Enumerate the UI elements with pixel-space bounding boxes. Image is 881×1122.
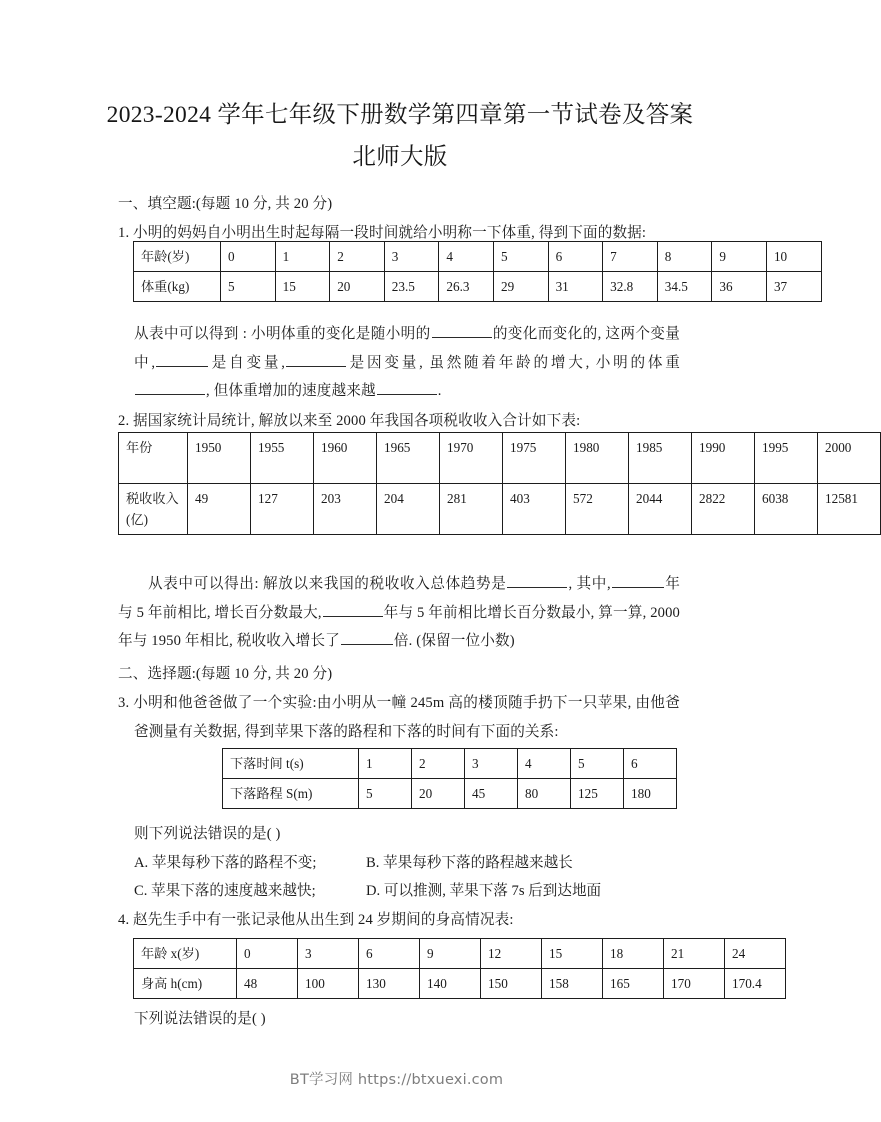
question-4-stem-block xyxy=(118,906,680,935)
option-c[interactable]: C. 苹果下落的速度越来越快; xyxy=(134,883,316,899)
cell-height-4: 150 xyxy=(481,969,542,999)
page-title: 2023-2024 学年七年级下册数学第四章第一节试卷及答案北师大版 xyxy=(106,102,694,170)
row-label-time: 下落时间 t(s) xyxy=(223,749,359,779)
cell-year-7: 1985 xyxy=(629,433,692,484)
q2-text-3: 年与 5 年前相比, 增长百分数最大, xyxy=(118,576,680,621)
cell-age-4: 4 xyxy=(439,242,494,272)
q2-blank-3[interactable] xyxy=(323,602,383,617)
question-2-stem: 2. 据国家统计局统计, 解放以来至 2000 年我国各项税收收入合计如下表: xyxy=(118,413,581,429)
cell-agex-8: 24 xyxy=(725,939,786,969)
cell-year-6: 1980 xyxy=(566,433,629,484)
cell-age-9: 9 xyxy=(712,242,767,272)
cell-weight-0: 5 xyxy=(221,272,276,302)
cell-weight-5: 29 xyxy=(493,272,548,302)
cell-agex-5: 15 xyxy=(542,939,603,969)
q1-text-4: 是因变量, 虽然随着年龄的增大, 小明的体重 xyxy=(347,354,680,371)
question-3-option-row-1 xyxy=(118,849,680,878)
cell-age-1: 1 xyxy=(275,242,330,272)
cell-year-2: 1960 xyxy=(314,433,377,484)
question-1-stem: 1. 小明的妈妈自小明出生时起每隔一段时间就给小明称一下体重, 得到下面的数据: xyxy=(118,225,647,241)
table-row xyxy=(119,484,881,535)
section-2-heading: 二、选择题:(每题 10 分, 共 20 分) xyxy=(118,666,333,682)
cell-revenue-5: 403 xyxy=(503,484,566,535)
cell-height-8: 170.4 xyxy=(725,969,786,999)
cell-height-3: 140 xyxy=(420,969,481,999)
cell-time-0: 1 xyxy=(359,749,412,779)
question-1-fill-block xyxy=(134,320,680,406)
row-label-distance: 下落路程 S(m) xyxy=(223,779,359,809)
q2-text-2: , 其中, xyxy=(568,576,611,592)
cell-weight-9: 36 xyxy=(712,272,767,302)
question-3-stem: 3. 小明和他爸爸做了一个实验:由小明从一幢 245m 高的楼顶随手扔下一只苹果, 由他爸爸测量有关数据, 得到苹果下落的路程和下落的时间有下面的关系: xyxy=(118,695,680,740)
row-label-revenue: 税收收入(亿) xyxy=(119,484,188,535)
cell-distance-5: 180 xyxy=(624,779,677,809)
question-4-prompt: 下列说法错误的是( ) xyxy=(134,1011,266,1027)
cell-agex-3: 9 xyxy=(420,939,481,969)
cell-time-5: 6 xyxy=(624,749,677,779)
q2-blank-1[interactable] xyxy=(507,573,567,588)
section-1-heading: 一、填空题:(每题 10 分, 共 20 分) xyxy=(118,196,333,212)
cell-age-2: 2 xyxy=(330,242,385,272)
q1-text-3: 是自变量, xyxy=(209,354,286,371)
cell-time-1: 2 xyxy=(412,749,465,779)
row-label-age-x: 年龄 x(岁) xyxy=(134,939,237,969)
cell-distance-0: 5 xyxy=(359,779,412,809)
cell-weight-3: 23.5 xyxy=(384,272,439,302)
q1-text-5: , 但体重增加的速度越来越 xyxy=(206,383,376,399)
question-3-prompt: 则下列说法错误的是( ) xyxy=(134,826,281,842)
cell-revenue-9: 6038 xyxy=(755,484,818,535)
apple-fall-table xyxy=(222,748,677,809)
cell-agex-1: 3 xyxy=(298,939,359,969)
cell-height-5: 158 xyxy=(542,969,603,999)
row-label-weight: 体重(kg) xyxy=(134,272,221,302)
cell-age-5: 5 xyxy=(493,242,548,272)
cell-year-9: 1995 xyxy=(755,433,818,484)
q2-text-4: 年与 5 年前相比增长百分数最小, 算一算, 2000 年与 1950 年相比, 税收收入增长了 xyxy=(118,604,680,649)
cell-revenue-1: 127 xyxy=(251,484,314,535)
cell-agex-7: 21 xyxy=(664,939,725,969)
option-b[interactable]: B. 苹果每秒下落的路程越来越长 xyxy=(366,854,573,871)
cell-time-3: 4 xyxy=(518,749,571,779)
q1-text-6: . xyxy=(437,383,442,399)
cell-revenue-6: 572 xyxy=(566,484,629,535)
cell-age-6: 6 xyxy=(548,242,603,272)
question-3-options-block xyxy=(118,820,680,906)
q2-blank-2[interactable] xyxy=(612,573,664,588)
site-watermark: BT学习网 https://btxuexi.com xyxy=(289,1072,504,1088)
cell-revenue-10: 12581 xyxy=(818,484,881,535)
cell-height-2: 130 xyxy=(359,969,420,999)
cell-distance-2: 45 xyxy=(465,779,518,809)
question-1-fill-text xyxy=(134,320,680,406)
q1-text-1: 从表中可以得到 : 小明体重的变化是随小明的 xyxy=(134,326,431,342)
table-row xyxy=(134,969,786,999)
q2-text-5: 倍. (保留一位小数) xyxy=(393,633,515,649)
cell-revenue-3: 204 xyxy=(377,484,440,535)
table-row xyxy=(134,939,786,969)
option-d[interactable]: D. 可以推测, 苹果下落 7s 后到达地面 xyxy=(366,883,602,899)
option-a[interactable]: A. 苹果每秒下落的路程不变; xyxy=(134,854,317,871)
cell-agex-0: 0 xyxy=(237,939,298,969)
section-2-heading-block xyxy=(118,660,680,689)
cell-distance-1: 20 xyxy=(412,779,465,809)
q1-blank-2[interactable] xyxy=(156,352,208,367)
q1-blank-4[interactable] xyxy=(135,380,205,395)
cell-revenue-4: 281 xyxy=(440,484,503,535)
cell-age-7: 7 xyxy=(603,242,658,272)
cell-distance-4: 125 xyxy=(571,779,624,809)
cell-year-8: 1990 xyxy=(692,433,755,484)
cell-revenue-7: 2044 xyxy=(629,484,692,535)
cell-agex-2: 6 xyxy=(359,939,420,969)
question-3-option-row-2 xyxy=(118,877,680,906)
weight-table xyxy=(133,241,822,302)
cell-weight-8: 34.5 xyxy=(657,272,712,302)
cell-revenue-0: 49 xyxy=(188,484,251,535)
question-2-fill-block xyxy=(118,570,680,656)
cell-weight-4: 26.3 xyxy=(439,272,494,302)
q1-text-2: 的变化而变化的, 这两个变量中, xyxy=(134,326,680,371)
table-row xyxy=(134,242,822,272)
row-label-age: 年龄(岁) xyxy=(134,242,221,272)
q1-blank-3[interactable] xyxy=(286,352,346,367)
cell-height-1: 100 xyxy=(298,969,359,999)
table-row xyxy=(119,433,881,484)
cell-distance-3: 80 xyxy=(518,779,571,809)
cell-revenue-8: 2822 xyxy=(692,484,755,535)
cell-age-3: 3 xyxy=(384,242,439,272)
question-2-fill-text xyxy=(118,570,680,656)
cell-agex-4: 12 xyxy=(481,939,542,969)
cell-year-5: 1975 xyxy=(503,433,566,484)
q1-blank-5[interactable] xyxy=(377,380,437,395)
q1-blank-1[interactable] xyxy=(432,323,492,338)
cell-age-8: 8 xyxy=(657,242,712,272)
cell-year-10: 2000 xyxy=(818,433,881,484)
cell-weight-10: 37 xyxy=(766,272,821,302)
cell-age-0: 0 xyxy=(221,242,276,272)
row-label-year: 年份 xyxy=(119,433,188,484)
question-4-stem: 4. 赵先生手中有一张记录他从出生到 24 岁期间的身高情况表: xyxy=(118,912,514,928)
cell-year-0: 1950 xyxy=(188,433,251,484)
q2-blank-4[interactable] xyxy=(341,630,393,645)
cell-revenue-2: 203 xyxy=(314,484,377,535)
q2-text-1: 从表中可以得出: 解放以来我国的税收收入总体趋势是 xyxy=(148,576,507,592)
cell-height-6: 165 xyxy=(603,969,664,999)
cell-age-10: 10 xyxy=(766,242,821,272)
row-label-height: 身高 h(cm) xyxy=(134,969,237,999)
cell-agex-6: 18 xyxy=(603,939,664,969)
cell-time-4: 5 xyxy=(571,749,624,779)
cell-weight-6: 31 xyxy=(548,272,603,302)
cell-height-0: 48 xyxy=(237,969,298,999)
question-4-prompt-block xyxy=(118,1005,680,1034)
cell-weight-2: 20 xyxy=(330,272,385,302)
cell-year-1: 1955 xyxy=(251,433,314,484)
height-record-table xyxy=(133,938,786,999)
cell-weight-1: 15 xyxy=(275,272,330,302)
table-row xyxy=(134,272,822,302)
cell-year-3: 1965 xyxy=(377,433,440,484)
cell-weight-7: 32.8 xyxy=(603,272,658,302)
cell-time-2: 3 xyxy=(465,749,518,779)
table-row xyxy=(223,779,677,809)
cell-year-4: 1970 xyxy=(440,433,503,484)
table-row xyxy=(223,749,677,779)
question-3-stem-block xyxy=(118,689,680,746)
cell-height-7: 170 xyxy=(664,969,725,999)
section-1-heading-block xyxy=(118,190,680,219)
tax-revenue-table xyxy=(118,432,881,535)
